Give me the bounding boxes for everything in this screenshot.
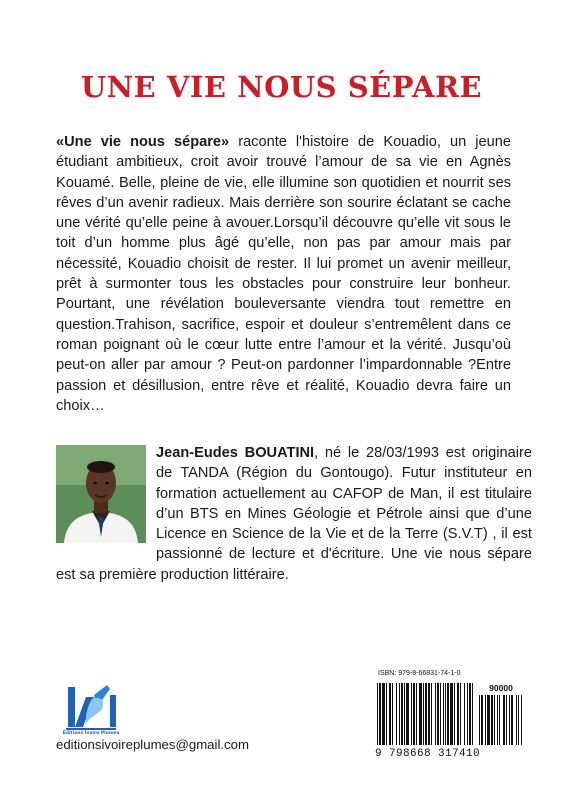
price-code: 90000 [489,683,513,693]
photo-spacer [56,443,156,547]
publisher-logo [58,683,124,733]
barcode-digits: 9 798668 317410 [375,748,481,760]
publisher-email[interactable]: editionsivoireplumes@gmail.com [56,737,249,752]
author-bio-text: , né le 28/03/1993 est originaire de TANDA (Région du Gontougo). Futur instituteur en formation actuellement au CAFOP de Man, il est titulaire d’un BTS en Mines Géologie et Pétrole ainsi que d’une Licence en Science de la Vie et de la Terre (S.V.T) , il est passionné de lecture et d'écriture. Une vie nous sépare est sa première production littéraire. [56,445,532,583]
synopsis-lead: «Une vie nous sépare» [56,134,230,150]
isbn-label: ISBN: 979-8-66831-74-1-0 [378,670,461,677]
synopsis-body: raconte l'histoire de Kouadio, un jeune étudiant ambitieux, croit avoir trouvé l’amour de sa vie en Agnès Kouamé. Belle, pleine de vie, elle illumine son quotidien et nourrit ses rêves d’un avenir radieux. Mais derrière son sourire éclatant se cache une vérité qu’elle peine à avouer.Lorsqu’il découvre qu’elle vit sous le toit d’un homme plus âgé qu’elle, non pas par amour mais par nécessité, Kouadio choisit de rester. Il lui promet un avenir meilleur, prêt à surmonter tous les obstacles pour construire leur bonheur. Pourtant, une révélation bouleversante viendra tout remettre en question.Trahison, sacrifice, espoir et douleur s’entremêlent dans ce roman poignant où le cœur lutte entre l’amour et la vérité. Jusqu’où peut-on aller par amour ? Peut-on pardonner l’impardonnable ?Entre passion et désillusion, entre rêve et réalité, Kouadio devra faire un choix… [56,134,511,414]
book-title: UNE VIE NOUS SÉPARE [80,70,483,104]
synopsis [56,132,511,416]
author-name: Jean-Eudes BOUATINI [156,445,315,461]
publisher-name: Éditions Ivoire Plumes [62,731,120,736]
author-bio [56,443,532,585]
